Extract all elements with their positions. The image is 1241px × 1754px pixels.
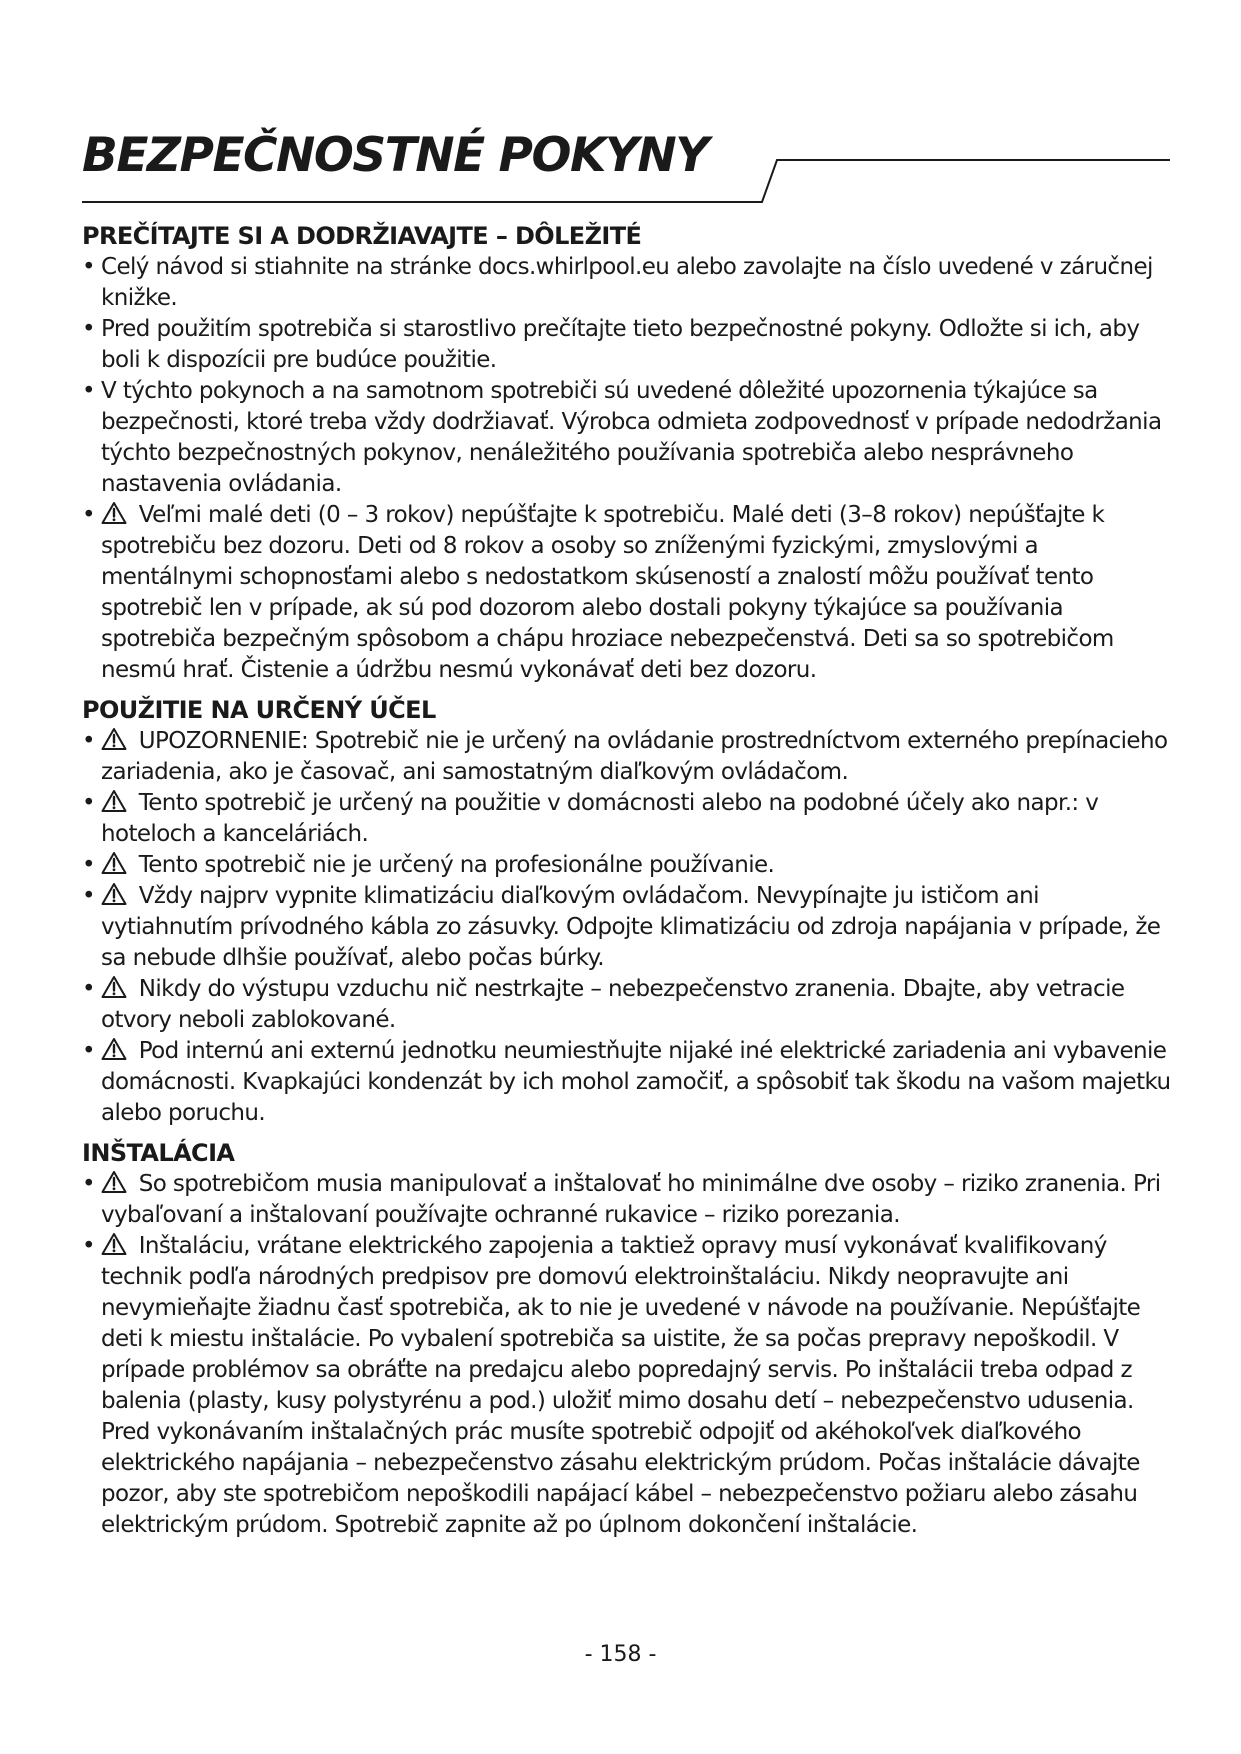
instruction-item	[82, 726, 1172, 788]
bullet-point: •	[82, 883, 95, 909]
instruction-text: Inštaláciu, vrátane elektrického zapojenia a taktiež opravy musí vykonávať kvalifikovaný technik podľa národných predpisov pre domovú elektroinštaláciu. Nikdy neopravujte ani nevymieňajte žiadnu časť spotrebiča, ak to nie je uvedené v návode na používanie. Nepúšťajte deti k miestu inštalácie. Po vybalení spotrebiča sa uistite, že sa počas prepravy nepoškodil. V prípade problémov sa obráťte na predajcu alebo popredajný servis. Po inštalácii treba odpad z balenia (plasty, kusy polystyrénu a pod.) uložiť mimo dosahu detí – nebezpečenstvo udusenia. Pred vykonávaním inštalačných prác musíte spotrebič odpojiť od akéhokoľvek diaľkového elektrického napájania – nebezpečenstvo zásahu elektrickým prúdom. Počas inštalácie dávajte pozor, aby ste spotrebičom nepoškodili napájací kábel – nebezpečenstvo požiaru alebo zásahu elektrickým prúdom. Spotrebič zapnite až po úplnom dokončení inštalácie.	[101, 1233, 1141, 1538]
bullet-point: •	[82, 790, 95, 816]
page-number: - 158 -	[584, 1642, 657, 1667]
section-3	[82, 1137, 1172, 1541]
warning-triangle-icon	[101, 727, 127, 751]
instruction-item	[82, 1169, 1172, 1231]
instruction-text: Nikdy do výstupu vzduchu nič nestrkajte – nebezpečenstvo zranenia. Dbajte, aby vetracie otvory neboli zablokované.	[101, 976, 1125, 1033]
instruction-text: Veľmi malé deti (0 – 3 rokov) nepúšťajte k spotrebiču. Malé deti (3–8 rokov) nepúšťajte k spotrebiču bez dozoru. Deti od 8 rokov a osoby so zníženými fyzickými, zmyslovými a mentálnymi schopnosťami alebo s nedostatkom skúseností a znalostí môžu používať tento spotrebič len v prípade, ak sú pod dozorom alebo dostali pokyny týkajúce sa používania spotrebiča bezpečným spôsobom a chápu hroziace nebezpečenstvá. Deti sa so spotrebičom nesmú hrať. Čistenie a údržbu nesmú vykonávať deti bez dozoru.	[101, 502, 1114, 683]
instruction-text: V týchto pokynoch a na samotnom spotrebiči sú uvedené dôležité upozornenia týkajúce sa bezpečnosti, ktoré treba vždy dodržiavať. Výrobca odmieta zodpovednosť v prípade nedodržania týchto bezpečnostných pokynov, nenáležitého používania spotrebiča alebo nesprávneho nastavenia ovládania.	[101, 378, 1162, 497]
instruction-text: Tento spotrebič je určený na použitie v domácnosti alebo na podobné účely ako napr.: v hoteloch a kanceláriách.	[101, 790, 1099, 847]
warning-triangle-icon	[101, 1170, 127, 1194]
instruction-item	[82, 850, 1172, 881]
instruction-text: UPOZORNENIE: Spotrebič nie je určený na ovládanie prostredníctvom externého prepínacieho zariadenia, ako je časovač, ani samostatným diaľkovým ovládačom.	[101, 728, 1168, 785]
warning-triangle-icon	[101, 851, 127, 875]
bullet-point: •	[82, 728, 95, 754]
instruction-item	[82, 252, 1172, 314]
instruction-item	[82, 500, 1172, 686]
warning-triangle-icon	[101, 882, 127, 906]
instruction-text: Tento spotrebič nie je určený na profesionálne používanie.	[138, 852, 775, 878]
warning-triangle-icon	[101, 1232, 127, 1256]
section-heading: PREČÍTAJTE SI A DODRŽIAVAJTE – DÔLEŽITÉ	[82, 222, 642, 250]
bullet-point: •	[82, 1038, 95, 1064]
bullet-point: •	[82, 254, 95, 280]
warning-triangle-icon	[101, 1037, 127, 1061]
instruction-text: So spotrebičom musia manipulovať a inštalovať ho minimálne dve osoby – riziko zranenia. Pri vybaľovaní a inštalovaní používajte ochranné rukavice – riziko porezania.	[101, 1171, 1161, 1228]
instruction-item	[82, 1036, 1172, 1129]
instruction-list	[82, 1169, 1172, 1541]
bullet-point: •	[82, 976, 95, 1002]
instruction-item	[82, 881, 1172, 974]
instruction-text: Pod internú ani externú jednotku neumiestňujte nijaké iné elektrické zariadenia ani vybavenie domácnosti. Kvapkajúci kondenzát by ich mohol zamočiť, a spôsobiť tak škodu na vašom majetku alebo poruchu.	[101, 1038, 1171, 1126]
instruction-item	[82, 1231, 1172, 1541]
title-underline-decoration	[0, 0, 1241, 230]
instruction-item	[82, 974, 1172, 1036]
bullet-point: •	[82, 316, 95, 342]
instruction-item	[82, 314, 1172, 376]
section-heading: INŠTALÁCIA	[82, 1139, 235, 1167]
section-heading: POUŽITIE NA URČENÝ ÚČEL	[82, 696, 436, 724]
instruction-text: Vždy najprv vypnite klimatizáciu diaľkovým ovládačom. Nevypínajte ju ističom ani vytiahnutím prívodného kábla zo zásuvky. Odpojte klimatizáciu od zdroja napájania v prípade, že sa nebude dlhšie používať, alebo počas búrky.	[101, 883, 1161, 971]
bullet-point: •	[82, 502, 95, 528]
warning-triangle-icon	[101, 789, 127, 813]
bullet-point: •	[82, 1171, 95, 1197]
section-2	[82, 694, 1172, 1129]
instruction-text: Celý návod si stiahnite na stránke docs.whirlpool.eu alebo zavolajte na číslo uvedené v záručnej knižke.	[101, 254, 1153, 311]
instruction-item	[82, 788, 1172, 850]
safety-instructions-content	[82, 220, 1172, 1541]
bullet-point: •	[82, 852, 95, 878]
warning-triangle-icon	[101, 975, 127, 999]
instruction-text: Pred použitím spotrebiča si starostlivo prečítajte tieto bezpečnostné pokyny. Odložte si ich, aby boli k dispozícii pre budúce použitie.	[101, 316, 1140, 373]
page-title: BEZPEČNOSTNÉ POKYNY	[82, 128, 708, 183]
instruction-list	[82, 252, 1172, 686]
instruction-list	[82, 726, 1172, 1129]
warning-triangle-icon	[101, 501, 127, 525]
section-1	[82, 220, 1172, 686]
bullet-point: •	[82, 378, 95, 404]
bullet-point: •	[82, 1233, 95, 1259]
instruction-item	[82, 376, 1172, 500]
